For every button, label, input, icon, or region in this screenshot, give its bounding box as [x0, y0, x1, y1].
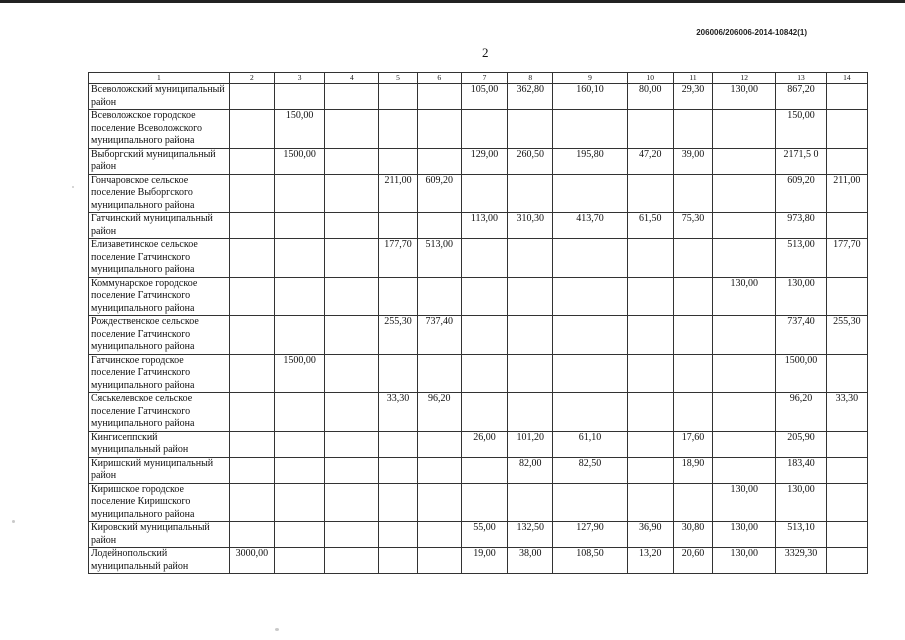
value-cell: 108,50 [553, 548, 627, 574]
value-cell [553, 174, 627, 213]
value-cell: 130,00 [713, 548, 776, 574]
value-cell: 3000,00 [229, 548, 274, 574]
value-cell: 413,70 [553, 213, 627, 239]
value-cell: 20,60 [673, 548, 712, 574]
value-cell [673, 277, 712, 316]
row-name-cell: Гатчинское городское поселение Гатчинского муниципального района [89, 354, 230, 393]
table-row [89, 316, 868, 355]
value-cell [417, 277, 461, 316]
value-cell: 30,80 [673, 522, 712, 548]
value-cell: 205,90 [776, 431, 826, 457]
value-cell [417, 431, 461, 457]
value-cell [826, 483, 867, 522]
value-cell: 513,00 [417, 239, 461, 278]
value-cell [229, 110, 274, 149]
value-cell [461, 110, 507, 149]
value-cell [379, 110, 417, 149]
value-cell [229, 354, 274, 393]
value-cell: 38,00 [508, 548, 553, 574]
value-cell: 310,30 [508, 213, 553, 239]
value-cell [826, 548, 867, 574]
column-header: 9 [553, 73, 627, 84]
value-cell [673, 174, 712, 213]
value-cell [553, 316, 627, 355]
value-cell [274, 316, 324, 355]
data-table [88, 72, 868, 574]
value-cell [379, 354, 417, 393]
value-cell: 55,00 [461, 522, 507, 548]
value-cell [229, 393, 274, 432]
value-cell [553, 239, 627, 278]
value-cell [713, 354, 776, 393]
column-header: 2 [229, 73, 274, 84]
value-cell [274, 522, 324, 548]
value-cell [673, 354, 712, 393]
column-header: 13 [776, 73, 826, 84]
value-cell [826, 84, 867, 110]
value-cell: 177,70 [379, 239, 417, 278]
value-cell: 260,50 [508, 148, 553, 174]
value-cell [274, 548, 324, 574]
column-header: 5 [379, 73, 417, 84]
value-cell [713, 213, 776, 239]
value-cell [713, 174, 776, 213]
value-cell [627, 277, 673, 316]
value-cell [553, 393, 627, 432]
value-cell [826, 213, 867, 239]
table-row [89, 239, 868, 278]
value-cell [325, 457, 379, 483]
value-cell [553, 277, 627, 316]
value-cell: 150,00 [274, 110, 324, 149]
row-name-cell: Киришское городское поселение Киришского муниципального района [89, 483, 230, 522]
table-row [89, 277, 868, 316]
value-cell [826, 354, 867, 393]
value-cell [325, 548, 379, 574]
value-cell: 19,00 [461, 548, 507, 574]
value-cell [325, 522, 379, 548]
value-cell: 47,20 [627, 148, 673, 174]
value-cell: 130,00 [713, 277, 776, 316]
value-cell [229, 174, 274, 213]
value-cell [713, 148, 776, 174]
value-cell: 211,00 [826, 174, 867, 213]
value-cell: 177,70 [826, 239, 867, 278]
value-cell [274, 483, 324, 522]
value-cell [417, 457, 461, 483]
value-cell [229, 483, 274, 522]
table-row [89, 393, 868, 432]
value-cell: 18,90 [673, 457, 712, 483]
table-row [89, 548, 868, 574]
value-cell [274, 213, 324, 239]
value-cell [325, 84, 379, 110]
value-cell [274, 277, 324, 316]
value-cell [417, 522, 461, 548]
value-cell [229, 148, 274, 174]
value-cell [379, 522, 417, 548]
value-cell [325, 277, 379, 316]
value-cell [713, 110, 776, 149]
column-header: 10 [627, 73, 673, 84]
value-cell [461, 393, 507, 432]
value-cell [379, 84, 417, 110]
row-name-cell: Всеволожское городское поселение Всеволожского муниципального района [89, 110, 230, 149]
value-cell [274, 84, 324, 110]
value-cell [229, 239, 274, 278]
value-cell [379, 148, 417, 174]
column-header: 12 [713, 73, 776, 84]
value-cell: 255,30 [826, 316, 867, 355]
value-cell [274, 457, 324, 483]
value-cell: 130,00 [713, 84, 776, 110]
scan-speck [275, 628, 279, 631]
value-cell [508, 483, 553, 522]
value-cell: 1500,00 [274, 148, 324, 174]
value-cell: 3329,30 [776, 548, 826, 574]
header-row [89, 73, 868, 84]
value-cell [627, 239, 673, 278]
value-cell [417, 110, 461, 149]
value-cell [379, 277, 417, 316]
value-cell [713, 393, 776, 432]
value-cell [627, 174, 673, 213]
value-cell [379, 213, 417, 239]
value-cell [229, 431, 274, 457]
value-cell [627, 316, 673, 355]
table-row [89, 354, 868, 393]
value-cell [673, 316, 712, 355]
table-row [89, 174, 868, 213]
value-cell [325, 354, 379, 393]
value-cell: 255,30 [379, 316, 417, 355]
value-cell: 160,10 [553, 84, 627, 110]
value-cell [461, 354, 507, 393]
value-cell: 82,00 [508, 457, 553, 483]
value-cell: 26,00 [461, 431, 507, 457]
value-cell [274, 393, 324, 432]
value-cell [826, 110, 867, 149]
value-cell: 36,90 [627, 522, 673, 548]
value-cell: 737,40 [776, 316, 826, 355]
value-cell: 105,00 [461, 84, 507, 110]
value-cell [508, 174, 553, 213]
row-name-cell: Гатчинский муниципальный район [89, 213, 230, 239]
column-header: 11 [673, 73, 712, 84]
value-cell [461, 483, 507, 522]
column-header: 14 [826, 73, 867, 84]
value-cell: 513,10 [776, 522, 826, 548]
value-cell [417, 354, 461, 393]
value-cell: 39,00 [673, 148, 712, 174]
value-cell [713, 316, 776, 355]
value-cell [229, 84, 274, 110]
value-cell: 1500,00 [776, 354, 826, 393]
value-cell [627, 431, 673, 457]
value-cell [417, 483, 461, 522]
value-cell: 75,30 [673, 213, 712, 239]
value-cell [553, 483, 627, 522]
value-cell [627, 393, 673, 432]
value-cell [508, 354, 553, 393]
page-number: 2 [482, 45, 489, 60]
value-cell: 101,20 [508, 431, 553, 457]
page-top-edge [0, 0, 905, 3]
value-cell: 132,50 [508, 522, 553, 548]
value-cell: 130,00 [776, 277, 826, 316]
value-cell [229, 457, 274, 483]
value-cell [274, 174, 324, 213]
table-row [89, 483, 868, 522]
scan-speck [12, 520, 15, 523]
value-cell: 29,30 [673, 84, 712, 110]
table-row [89, 457, 868, 483]
value-cell: 127,90 [553, 522, 627, 548]
value-cell [826, 522, 867, 548]
value-cell [461, 174, 507, 213]
value-cell [417, 148, 461, 174]
value-cell: 113,00 [461, 213, 507, 239]
value-cell [379, 483, 417, 522]
value-cell: 96,20 [776, 393, 826, 432]
row-name-cell: Выборгский муниципальный район [89, 148, 230, 174]
value-cell: 183,40 [776, 457, 826, 483]
value-cell: 1500,00 [274, 354, 324, 393]
value-cell: 211,00 [379, 174, 417, 213]
column-header: 1 [89, 73, 230, 84]
column-header: 6 [417, 73, 461, 84]
value-cell [325, 239, 379, 278]
column-header: 3 [274, 73, 324, 84]
value-cell: 13,20 [627, 548, 673, 574]
value-cell [508, 239, 553, 278]
value-cell [461, 277, 507, 316]
row-name-cell: Рождественское сельское поселение Гатчинского муниципального района [89, 316, 230, 355]
column-header: 4 [325, 73, 379, 84]
value-cell [417, 548, 461, 574]
value-cell: 150,00 [776, 110, 826, 149]
value-cell [673, 483, 712, 522]
value-cell: 513,00 [776, 239, 826, 278]
document-id: 206006/206006-2014-10842(1) [696, 28, 807, 37]
value-cell: 195,80 [553, 148, 627, 174]
value-cell [826, 277, 867, 316]
value-cell [325, 316, 379, 355]
value-cell [325, 431, 379, 457]
value-cell: 973,80 [776, 213, 826, 239]
value-cell [673, 239, 712, 278]
table-row [89, 84, 868, 110]
value-cell [627, 110, 673, 149]
value-cell [417, 84, 461, 110]
value-cell [553, 354, 627, 393]
value-cell: 362,80 [508, 84, 553, 110]
row-name-cell: Елизаветинское сельское поселение Гатчинского муниципального района [89, 239, 230, 278]
value-cell [713, 457, 776, 483]
value-cell [553, 110, 627, 149]
value-cell [325, 393, 379, 432]
value-cell [325, 483, 379, 522]
table-body [89, 84, 868, 574]
value-cell: 61,10 [553, 431, 627, 457]
value-cell [508, 110, 553, 149]
value-cell [229, 316, 274, 355]
row-name-cell: Сяськелевское сельское поселение Гатчинского муниципального района [89, 393, 230, 432]
value-cell [417, 213, 461, 239]
table-row [89, 148, 868, 174]
value-cell: 130,00 [776, 483, 826, 522]
value-cell [713, 239, 776, 278]
value-cell: 609,20 [417, 174, 461, 213]
value-cell [673, 110, 712, 149]
row-name-cell: Кингисеппский муниципальный район [89, 431, 230, 457]
value-cell [673, 393, 712, 432]
value-cell [379, 457, 417, 483]
value-cell: 61,50 [627, 213, 673, 239]
value-cell [325, 174, 379, 213]
value-cell [826, 148, 867, 174]
table-row [89, 110, 868, 149]
scan-speck [72, 186, 74, 188]
value-cell [461, 457, 507, 483]
value-cell: 17,60 [673, 431, 712, 457]
value-cell: 609,20 [776, 174, 826, 213]
column-header: 7 [461, 73, 507, 84]
value-cell: 2171,5 0 [776, 148, 826, 174]
value-cell [379, 548, 417, 574]
value-cell [274, 431, 324, 457]
column-header: 8 [508, 73, 553, 84]
value-cell [508, 393, 553, 432]
value-cell [461, 316, 507, 355]
value-cell [229, 522, 274, 548]
row-name-cell: Всеволожский муниципальный район [89, 84, 230, 110]
value-cell [229, 277, 274, 316]
value-cell: 867,20 [776, 84, 826, 110]
value-cell [461, 239, 507, 278]
value-cell: 82,50 [553, 457, 627, 483]
value-cell [508, 277, 553, 316]
row-name-cell: Лодейнопольский муниципальный район [89, 548, 230, 574]
value-cell [274, 239, 324, 278]
value-cell: 130,00 [713, 522, 776, 548]
row-name-cell: Гончаровское сельское поселение Выборгского муниципального района [89, 174, 230, 213]
table-row [89, 522, 868, 548]
row-name-cell: Киришский муниципальный район [89, 457, 230, 483]
value-cell [627, 354, 673, 393]
value-cell: 737,40 [417, 316, 461, 355]
row-name-cell: Коммунарское городское поселение Гатчинского муниципального района [89, 277, 230, 316]
value-cell: 33,30 [379, 393, 417, 432]
value-cell: 96,20 [417, 393, 461, 432]
value-cell [627, 483, 673, 522]
value-cell [713, 431, 776, 457]
value-cell [508, 316, 553, 355]
value-cell: 80,00 [627, 84, 673, 110]
value-cell [826, 457, 867, 483]
value-cell: 130,00 [713, 483, 776, 522]
value-cell [325, 213, 379, 239]
value-cell [826, 431, 867, 457]
table-row [89, 431, 868, 457]
value-cell: 33,30 [826, 393, 867, 432]
value-cell: 129,00 [461, 148, 507, 174]
value-cell [325, 110, 379, 149]
table-row [89, 213, 868, 239]
row-name-cell: Кировский муниципальный район [89, 522, 230, 548]
value-cell [229, 213, 274, 239]
value-cell [379, 431, 417, 457]
value-cell [325, 148, 379, 174]
value-cell [627, 457, 673, 483]
